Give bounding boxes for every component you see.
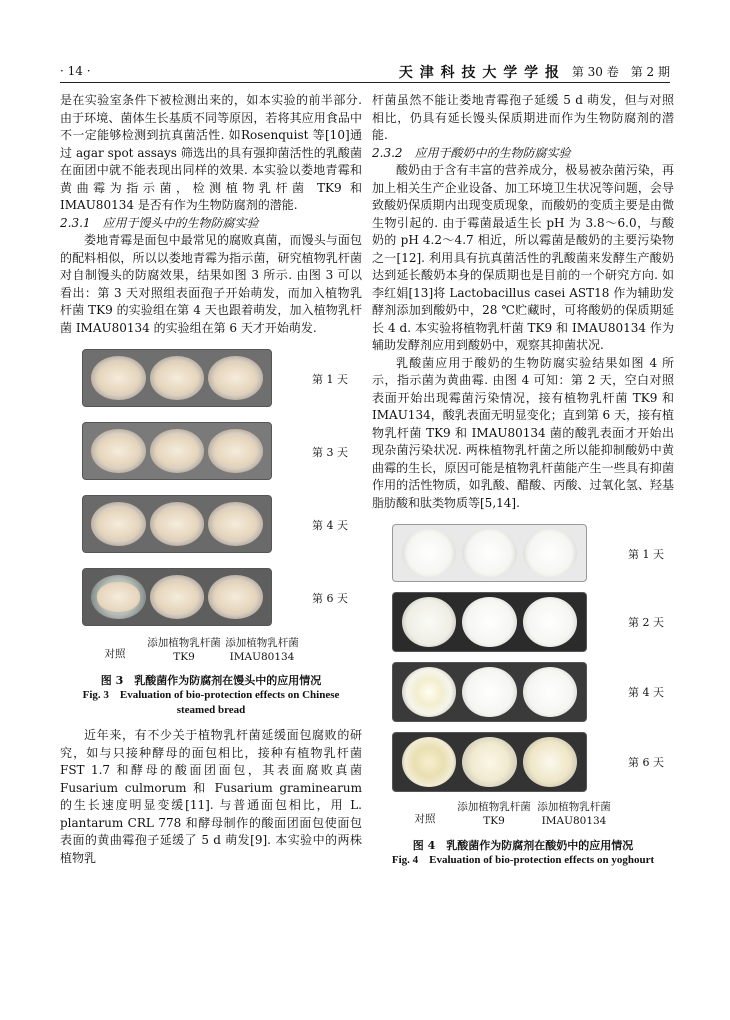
bread-plate-day3	[82, 422, 272, 480]
condition-label-line: 添加植物乳杆菌	[225, 637, 299, 649]
paragraph: 杆菌虽然不能让娄地青霉孢子延缓 5 d 萌发，但与对照相比，仍具有延长馒头保质期进而作为生物防腐剂的潜能.	[372, 93, 674, 142]
petri-dish	[523, 529, 577, 577]
petri-dish	[402, 529, 456, 577]
caption-en: Fig. 3 Evaluation of bio-protection effects on Chinese	[82, 689, 340, 701]
condition-label-tk9	[452, 800, 536, 828]
caption-en: steamed bread	[176, 704, 246, 716]
condition-label-line: 添加植物乳杆菌	[457, 801, 531, 813]
journal-name: 天 津 科 技 大 学 学 报	[398, 65, 560, 81]
petri-dish	[462, 667, 516, 717]
condition-label-line: 添加植物乳杆菌	[537, 801, 611, 813]
petri-dish	[462, 529, 516, 577]
yoghurt-plate-day4	[392, 662, 587, 722]
condition-label-imau80134	[220, 636, 304, 664]
running-header	[60, 62, 670, 83]
condition-label-tk9	[142, 636, 226, 664]
day-label: 第 1 天	[628, 548, 664, 561]
petri-dish	[150, 502, 205, 546]
petri-dish	[91, 502, 146, 546]
day-label: 第 4 天	[628, 686, 664, 699]
petri-dish	[462, 597, 516, 647]
figure-3	[60, 349, 362, 721]
petri-dish	[208, 575, 263, 619]
yoghurt-plate-day6	[392, 732, 587, 792]
petri-dish	[150, 575, 205, 619]
petri-dish-moldy	[402, 737, 456, 787]
section-heading-2-3-2: 2.3.2 应用于酸奶中的生物防腐实验	[372, 145, 571, 160]
paragraph: 娄地青霉是面包中最常见的腐败真菌，而馒头与面包的配料相似，所以以娄地青霉为指示菌，研究植物乳杆菌对自制馒头的防腐效果，结果如图 3 所示. 由图 3 可以看出：第 3 天对照组表面孢子开始萌发，而加入植物乳杆菌 TK9 的实验组在第 4 天也跟着萌发，加入植物乳杆菌 IMAU80134 的实验组在第 6 天才开始萌发.	[60, 233, 362, 335]
petri-dish	[523, 737, 577, 787]
paragraph: 酸奶由于含有丰富的营养成分，极易被杂菌污染，再加上相关生产企业设备、加工环境卫生状况等问题，会导致酸奶保质期内出现变质现象，而酸奶的变质主要是由微生物引起的. 由于霉菌最适生长 pH 为 3.8～6.0，与酸奶的 pH 4.2～4.7 相近，所以霉菌是酸奶的主要污染物之一[12]. 利用具有抗真菌活性的乳酸菌来发酵生产酸奶达到延长酸奶本身的保质期也是目前的一个研究方向. 如李红娟[13]将 Lactobacillus casei AST18 作为辅助发酵剂添加到酸奶中，28 ℃贮藏时，可将酸奶的保质期延长 4 d. 本实验将植物乳杆菌 TK9 和 IMAU80134 作为辅助发酵剂应用到酸奶中，观察其抑菌状况.	[372, 163, 674, 352]
condition-label-line: IMAU80134	[541, 815, 607, 827]
petri-dish-moldy	[91, 575, 146, 619]
condition-label-line: 添加植物乳杆菌	[147, 637, 221, 649]
condition-label-control: 对照	[104, 648, 126, 660]
day-label: 第 6 天	[312, 592, 348, 605]
petri-dish	[208, 502, 263, 546]
yoghurt-plate-day2	[392, 592, 587, 652]
petri-dish	[208, 356, 263, 400]
right-column	[372, 92, 674, 874]
day-label: 第 3 天	[312, 446, 348, 459]
bread-plate-day4	[82, 495, 272, 553]
day-label: 第 4 天	[312, 519, 348, 532]
condition-label-line: TK9	[483, 815, 505, 827]
petri-dish-moldy	[402, 667, 456, 717]
figure-4-caption	[372, 838, 674, 868]
figure-4	[372, 524, 674, 874]
petri-dish	[462, 737, 516, 787]
bread-plate-day1	[82, 349, 272, 407]
condition-label-line: TK9	[173, 651, 195, 663]
paragraph: 是在实验室条件下被检测出来的，如本实验的前半部分. 由于环境、菌体生长基质不同等原因，若将其应用食品中不一定能够检测到抗真菌活性. 如Rosenquist 等[10]通过 agar spot assays 筛选出的具有强抑菌活性的乳酸菌在面团中就不能表现出同样的效果. 本实验以娄地青霉和黄曲霉为指示菌，检测植物乳杆菌 TK9 和 IMAU80134 是否有作为生物防腐剂的潜能.	[60, 93, 362, 212]
day-label: 第 6 天	[628, 756, 664, 769]
caption-en: Fig. 4 Evaluation of bio-protection effects on yoghourt	[391, 854, 655, 866]
condition-label-control: 对照	[414, 813, 436, 825]
paragraph: 乳酸菌应用于酸奶的生物防腐实验结果如图 4 所示，指示菌为黄曲霉. 由图 4 可知：第 2 天，空白对照表面开始出现霉菌污染情况，接有植物乳杆菌 TK9 和 IMAU134，酸乳表面无明显变化；直到第 6 天，接有植物乳杆菌 TK9 和 IMAU80134 菌的酸乳表面才开始出现杂菌污染状况. 两株植物乳杆菌之所以能抑制酸奶中黄曲霉的生长，原因可能是植物乳杆菌能产生一些具有抑菌作用的活性物质，如乳酸、醋酸、丙酸、过氧化氢、羟基脂肪酸和肽类物质等[5,14].	[372, 355, 674, 510]
section-heading-2-3-1: 2.3.1 应用于馒头中的生物防腐实验	[60, 215, 259, 230]
petri-dish	[91, 429, 146, 473]
petri-dish	[91, 356, 146, 400]
volume-issue: 第 30 卷 第 2 期	[571, 65, 670, 79]
petri-dish	[523, 597, 577, 647]
caption-zh: 图 4 乳酸菌作为防腐剂在酸奶中的应用情况	[412, 839, 634, 852]
day-label: 第 2 天	[628, 616, 664, 629]
left-column	[60, 92, 362, 867]
bread-plate-day6	[82, 568, 272, 626]
figure-3-caption	[60, 673, 362, 718]
paragraph: 近年来，有不少关于植物乳杆菌延缓面包腐败的研究，如与只接种酵母的面包相比，接种有植物乳杆菌 FST 1.7 和酵母的酸面团面包，其表面腐败真菌 Fusarium culmorum 和 Fusarium graminearum 的生长速度明显变缓[11]. 与普通面包相比，用 L. plantarum CRL 778 和酵母制作的酸面团面包使面包表面的黄曲霉孢子延缓了 5 d 萌发[9]. 本实验中的两株植物乳	[60, 728, 362, 865]
condition-label-imau80134	[532, 800, 616, 828]
petri-dish	[150, 429, 205, 473]
petri-dish	[208, 429, 263, 473]
yoghurt-plate-day1	[392, 524, 587, 582]
caption-zh: 图 3 乳酸菌作为防腐剂在馒头中的应用情况	[100, 674, 322, 687]
day-label: 第 1 天	[312, 373, 348, 386]
petri-dish	[402, 597, 456, 647]
condition-label-line: IMAU80134	[229, 651, 295, 663]
petri-dish	[150, 356, 205, 400]
petri-dish	[523, 667, 577, 717]
page-number: · 14 ·	[60, 64, 91, 78]
